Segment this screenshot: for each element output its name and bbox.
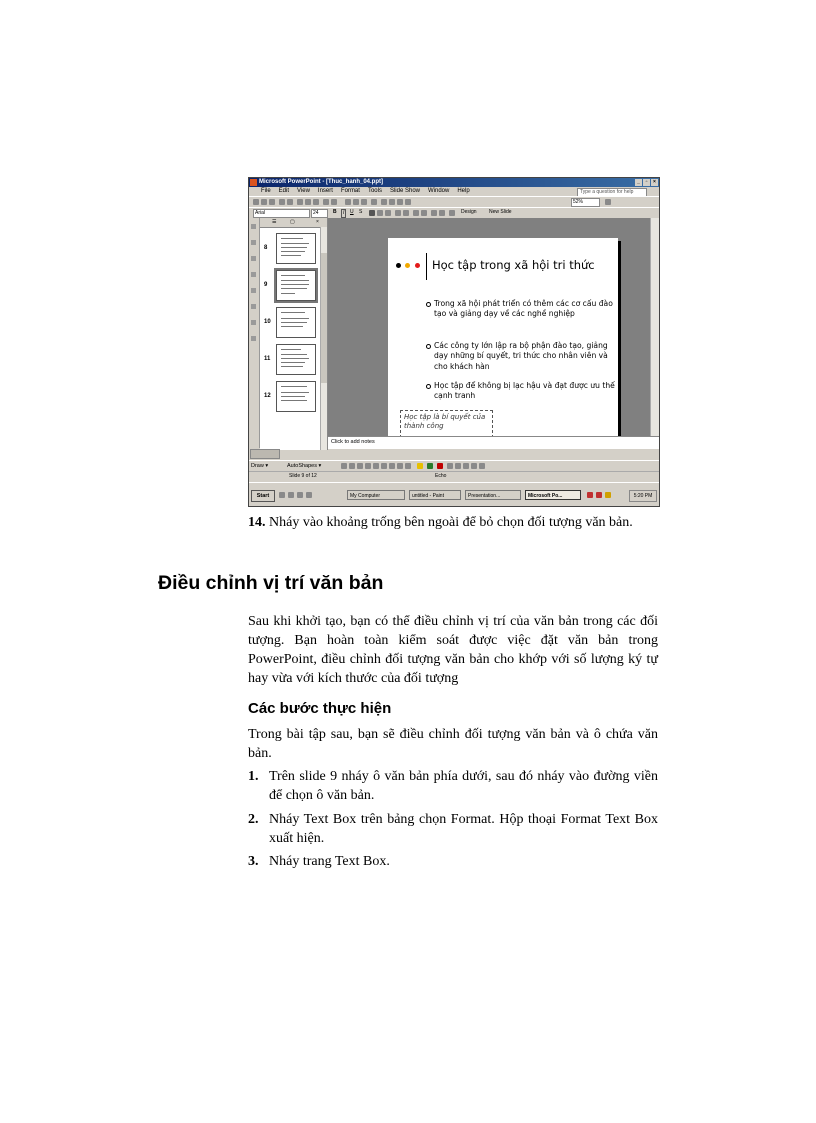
line-color-icon[interactable] bbox=[427, 463, 433, 469]
line-icon[interactable] bbox=[341, 463, 347, 469]
slide-bullet[interactable] bbox=[426, 341, 616, 372]
slides-tab-icon[interactable]: ▢ bbox=[290, 219, 295, 225]
autoshapes-menu[interactable]: AutoShapes ▾ bbox=[287, 463, 322, 469]
line-style-icon[interactable] bbox=[447, 463, 453, 469]
slide-thumbnail[interactable] bbox=[264, 307, 316, 338]
restore-button[interactable]: ▫ bbox=[643, 179, 650, 186]
promote-icon[interactable] bbox=[251, 224, 256, 229]
step-number: 3. bbox=[248, 854, 259, 869]
wordart-icon[interactable] bbox=[381, 463, 387, 469]
step-text: Trên slide 9 nháy ô văn bản phía dưới, sau đó nháy vào đường viền để chọn ô văn bản. bbox=[269, 769, 658, 803]
slide-bullet[interactable] bbox=[426, 381, 616, 402]
window-title: Microsoft PowerPoint - [Thuc_hanh_04.ppt] bbox=[259, 179, 384, 185]
align-center-icon[interactable] bbox=[377, 210, 383, 216]
task-presentation[interactable]: Presentation... bbox=[465, 490, 521, 500]
slide-thumbnail-selected[interactable] bbox=[264, 270, 316, 301]
zoom-select[interactable]: 52% bbox=[571, 198, 600, 207]
slide-number: 8 bbox=[264, 245, 268, 251]
slide-number: 10 bbox=[264, 319, 271, 325]
quicklaunch-icon[interactable] bbox=[279, 492, 285, 498]
taskbar-clock: 5:20 PM bbox=[629, 490, 657, 502]
step-number: 14. bbox=[248, 515, 266, 530]
step-number: 2. bbox=[248, 812, 259, 827]
quicklaunch-icon[interactable] bbox=[297, 492, 303, 498]
open-icon[interactable] bbox=[261, 199, 267, 205]
slide-number: 12 bbox=[264, 393, 271, 399]
expand-icon[interactable] bbox=[381, 199, 387, 205]
save-icon[interactable] bbox=[269, 199, 275, 205]
summary-slide-icon[interactable] bbox=[251, 320, 256, 325]
step-number: 1. bbox=[248, 769, 259, 784]
menu-view[interactable]: View bbox=[297, 188, 310, 194]
slide-thumbnail[interactable] bbox=[264, 233, 316, 264]
bullets-icon[interactable] bbox=[403, 210, 409, 216]
slide-canvas bbox=[388, 238, 618, 443]
expand-outline-icon[interactable] bbox=[251, 304, 256, 309]
close-button[interactable]: × bbox=[651, 179, 658, 186]
view-buttons[interactable] bbox=[250, 449, 280, 459]
font-color-draw-icon[interactable] bbox=[437, 463, 443, 469]
slide-thumbnail[interactable] bbox=[264, 381, 316, 412]
task-paint[interactable]: untitled - Paint bbox=[409, 490, 461, 500]
menu-slide-show[interactable]: Slide Show bbox=[389, 188, 420, 194]
cut-icon[interactable] bbox=[297, 199, 303, 205]
copy-icon[interactable] bbox=[305, 199, 311, 205]
shadow-button[interactable]: S bbox=[359, 209, 363, 215]
arrow-style-icon[interactable] bbox=[463, 463, 469, 469]
color-icon[interactable] bbox=[405, 199, 411, 205]
step-text: Nháy vào khoảng trống bên ngoài để bỏ chọn đối tượng văn bản. bbox=[269, 515, 633, 530]
paste-icon[interactable] bbox=[313, 199, 319, 205]
step-text: Nháy trang Text Box. bbox=[269, 854, 390, 869]
redo-icon[interactable] bbox=[331, 199, 337, 205]
bullet-text: Các công ty lớn lập ra bộ phận đào tạo, giảng dạy những bí quyết, tri thức cho nhân viên và cho khách hàn bbox=[434, 341, 608, 371]
show-formatting-outline-icon[interactable] bbox=[251, 336, 256, 341]
subsection-heading: Các bước thực hiện bbox=[248, 700, 392, 717]
menu-format[interactable]: Format bbox=[340, 188, 360, 194]
title-dot-2 bbox=[405, 263, 410, 268]
slide-number: 11 bbox=[264, 356, 271, 362]
status-design-name: Echo bbox=[435, 473, 447, 479]
demote-icon[interactable] bbox=[251, 240, 256, 245]
window-titlebar bbox=[249, 178, 659, 187]
decrease-font-icon[interactable] bbox=[421, 210, 427, 216]
align-left-icon[interactable] bbox=[369, 210, 375, 216]
menu-help[interactable]: Help bbox=[457, 188, 470, 194]
preview-icon[interactable] bbox=[287, 199, 293, 205]
font-color-icon[interactable] bbox=[449, 210, 455, 216]
arrow-icon[interactable] bbox=[349, 463, 355, 469]
windows-taskbar bbox=[249, 482, 659, 507]
oval-icon[interactable] bbox=[365, 463, 371, 469]
powerpoint-icon bbox=[250, 179, 257, 186]
new-icon[interactable] bbox=[253, 199, 259, 205]
move-up-icon[interactable] bbox=[251, 256, 256, 261]
font-name-select[interactable]: Arial bbox=[253, 209, 310, 218]
3d-style-icon[interactable] bbox=[479, 463, 485, 469]
title-dot-3 bbox=[415, 263, 420, 268]
outline-toolbar bbox=[249, 218, 260, 448]
step-item bbox=[248, 513, 658, 532]
slides-pane bbox=[260, 218, 328, 450]
collapse-icon[interactable] bbox=[251, 288, 256, 293]
menu-window[interactable]: Window bbox=[428, 188, 450, 194]
start-button[interactable]: Start bbox=[251, 490, 275, 502]
step-item bbox=[248, 767, 658, 805]
shadow-style-icon[interactable] bbox=[471, 463, 477, 469]
outline-tab-icon[interactable]: ☰ bbox=[272, 219, 277, 225]
increase-font-icon[interactable] bbox=[413, 210, 419, 216]
picture-icon[interactable] bbox=[405, 463, 411, 469]
drawing-toolbar bbox=[249, 460, 659, 471]
draw-menu[interactable]: Draw ▾ bbox=[251, 463, 269, 469]
fill-color-icon[interactable] bbox=[417, 463, 423, 469]
bullet-text: Học tập để không bị lạc hậu và đạt được ưu thế cạnh tranh bbox=[434, 381, 615, 401]
clipart-icon[interactable] bbox=[397, 463, 403, 469]
editor-scrollbar[interactable] bbox=[650, 218, 659, 436]
status-bar bbox=[249, 471, 659, 481]
tray-icon[interactable] bbox=[596, 492, 602, 498]
pane-scrollbar[interactable] bbox=[320, 227, 327, 450]
menu-file[interactable]: File bbox=[261, 188, 271, 194]
slide-editor bbox=[328, 218, 650, 436]
step-item bbox=[248, 852, 658, 871]
pane-tabs bbox=[260, 218, 327, 228]
decrease-indent-icon[interactable] bbox=[431, 210, 437, 216]
table-icon[interactable] bbox=[353, 199, 359, 205]
powerpoint-screenshot bbox=[248, 177, 660, 507]
title-dot-1 bbox=[396, 263, 401, 268]
task-my-computer[interactable]: My Computer bbox=[347, 490, 405, 500]
help-icon[interactable] bbox=[605, 199, 611, 205]
section-heading: Điều chỉnh vị trí văn bản bbox=[158, 572, 384, 594]
tables-borders-icon[interactable] bbox=[361, 199, 367, 205]
menu-tools[interactable]: Tools bbox=[367, 188, 382, 194]
bold-button[interactable]: B bbox=[333, 209, 337, 215]
tray-icon[interactable] bbox=[605, 492, 611, 498]
task-powerpoint[interactable]: Microsoft Po... bbox=[525, 490, 581, 500]
help-search-input[interactable]: Type a question for help bbox=[577, 188, 647, 197]
slide-number: 9 bbox=[264, 282, 268, 288]
exercise-intro: Trong bài tập sau, bạn sẽ điều chỉnh đối tượng văn bản và ô chứa văn bản. bbox=[248, 727, 658, 761]
rectangle-icon[interactable] bbox=[357, 463, 363, 469]
menu-insert[interactable]: Insert bbox=[317, 188, 333, 194]
step-item bbox=[248, 810, 658, 848]
increase-indent-icon[interactable] bbox=[439, 210, 445, 216]
slide-bullet[interactable] bbox=[426, 299, 616, 320]
bullet-text: Trong xã hội phát triển có thêm các cơ cấu đào tạo và giảng dạy về các nghề nghiệp bbox=[434, 299, 613, 319]
design-button[interactable]: Design bbox=[461, 209, 477, 215]
print-icon[interactable] bbox=[279, 199, 285, 205]
title-divider bbox=[426, 253, 427, 280]
diagram-icon[interactable] bbox=[389, 463, 395, 469]
font-size-select[interactable]: 24 bbox=[311, 209, 328, 218]
underline-button[interactable]: U bbox=[350, 209, 354, 215]
intro-paragraph: Sau khi khởi tạo, bạn có thể điều chỉnh vị trí của văn bản trong các đối tượng. Bạn hoàn toàn kiểm soát được việc đặt văn bản trong PowerPoint, điều chỉnh đối tượng văn bản cho khớp với số lượng ký tự hay vừa với kích thước của đối tượng bbox=[248, 614, 658, 686]
move-down-icon[interactable] bbox=[251, 272, 256, 277]
align-right-icon[interactable] bbox=[385, 210, 391, 216]
status-slide-number: Slide 9 of 12 bbox=[289, 473, 317, 479]
menu-edit[interactable]: Edit bbox=[278, 188, 290, 194]
slide-title[interactable]: Học tập trong xã hội tri thức bbox=[432, 258, 595, 272]
pane-close-icon[interactable]: × bbox=[316, 219, 319, 225]
dash-style-icon[interactable] bbox=[455, 463, 461, 469]
selected-text-box[interactable]: Học tập là bí quyết của thành công bbox=[400, 410, 493, 438]
numbering-icon[interactable] bbox=[395, 210, 401, 216]
minimize-button[interactable]: _ bbox=[635, 179, 642, 186]
step-text: Nháy Text Box trên bảng chọn Format. Hộp thoại Format Text Box xuất hiện. bbox=[269, 812, 658, 846]
show-formatting-icon[interactable] bbox=[389, 199, 395, 205]
chart-icon[interactable] bbox=[345, 199, 351, 205]
notes-pane[interactable]: Click to add notes bbox=[328, 436, 660, 449]
undo-icon[interactable] bbox=[323, 199, 329, 205]
new-slide-button[interactable]: New Slide bbox=[489, 209, 512, 215]
textbox-icon[interactable] bbox=[373, 463, 379, 469]
tray-icon[interactable] bbox=[587, 492, 593, 498]
quicklaunch-icon[interactable] bbox=[306, 492, 312, 498]
italic-button[interactable]: I bbox=[343, 210, 345, 216]
grid-icon[interactable] bbox=[397, 199, 403, 205]
slide-thumbnail[interactable] bbox=[264, 344, 316, 375]
sum-icon[interactable] bbox=[371, 199, 377, 205]
quicklaunch-icon[interactable] bbox=[288, 492, 294, 498]
